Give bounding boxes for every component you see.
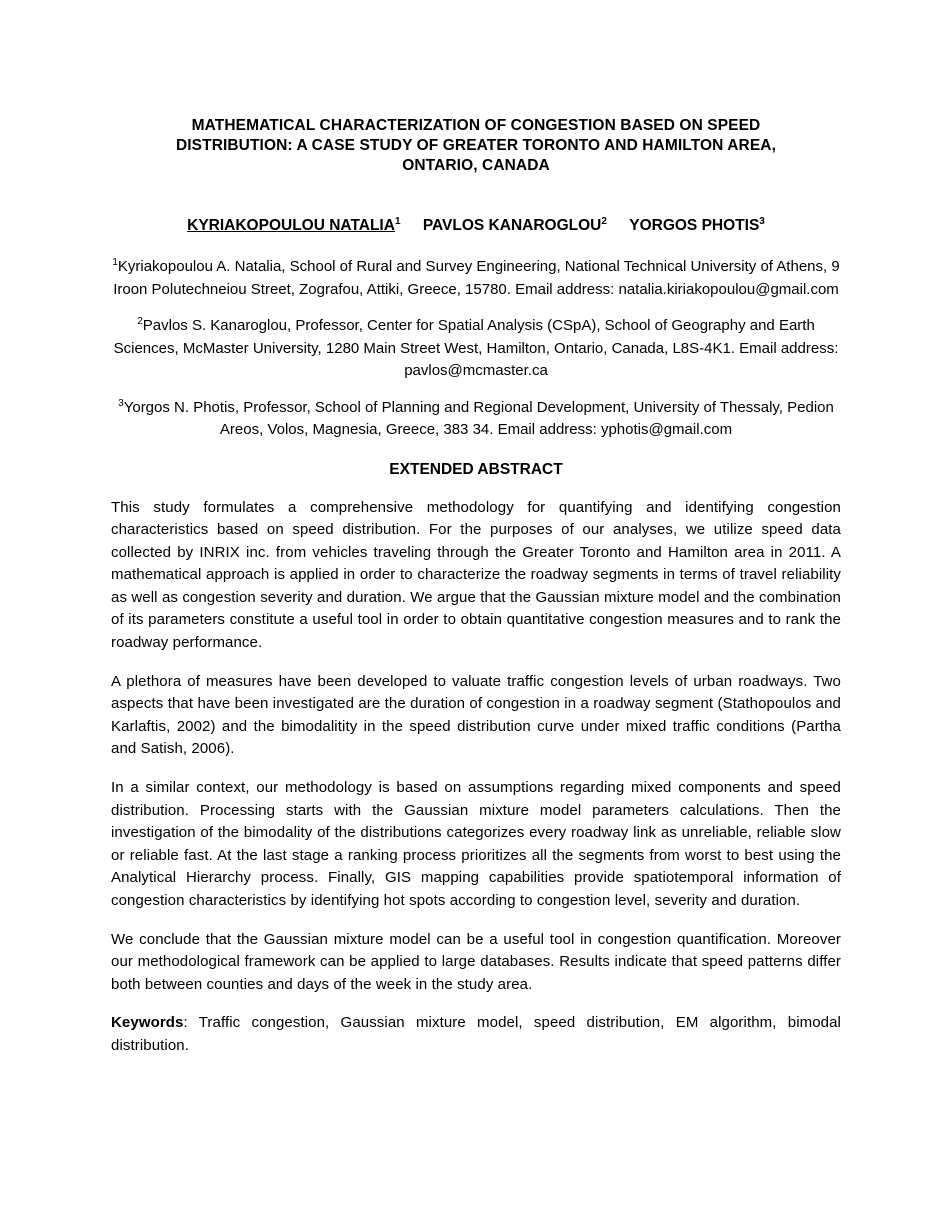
author-3-name: YORGOS PHOTIS — [629, 217, 760, 234]
abstract-paragraph-4: We conclude that the Gaussian mixture model can be a useful tool in congestion quantification. Moreover our methodological framework can be applied to large databases. Results indicate that speed patterns differ both between counties and days of the week in the study area. — [111, 930, 841, 993]
affiliation-3-superscript: 3 — [118, 397, 124, 409]
affiliation-2-text: Pavlos S. Kanaroglou, Professor, Center for Spatial Analysis (CSpA), School of Geography and Earth Sciences, McMaster University, 1280 Main Street West, Hamilton, Ontario, Canada, L8S-4K1. Email address: pavlos@mcmaster.ca — [113, 317, 839, 379]
affiliation-1-text: Kyriakopoulou A. Natalia, School of Rural and Survey Engineering, National Technical University of Athens, 9 Iroon Polutechneiou Street, Zografou, Attiki, Greece, 15780. Email address: natalia.kiriakopoulou@gmail.com — [113, 258, 840, 298]
abstract-paragraph-2: A plethora of measures have been developed to valuate traffic congestion levels of urban roadways. Two aspects that have been investigated are the duration of congestion in a roadway segment (Stathopoulos and Karlaftis, 2002) and the bimodalitity in the speed distribution curve under mixed traffic conditions (Partha and Satish, 2006). — [111, 672, 841, 758]
authors-line — [111, 216, 841, 236]
author-1-name: KYRIAKOPOULOU NATALIA — [187, 217, 395, 234]
affiliation-1 — [111, 256, 841, 301]
keywords-text: : Traffic congestion, Gaussian mixture model, speed distribution, EM algorithm, bimodal distribution. — [111, 1014, 841, 1054]
title-line-3: ONTARIO, CANADA — [402, 157, 550, 174]
content-column — [111, 116, 841, 1058]
author-2 — [423, 217, 607, 234]
title-line-1: MATHEMATICAL CHARACTERIZATION OF CONGESTION BASED ON SPEED — [191, 117, 761, 134]
section-heading-extended-abstract: EXTENDED ABSTRACT — [389, 460, 563, 478]
keywords-label: Keywords — [111, 1014, 184, 1032]
abstract-paragraph-1: This study formulates a comprehensive methodology for quantifying and identifying congestion characteristics based on speed distribution. For the purposes of our analyses, we utilize speed data collected by INRIX inc. from vehicles traveling through the Greater Toronto and Hamilton area in 2011. A mathematical approach is applied in order to characterize the roadway segments in terms of travel reliability as well as congestion severity and duration. We argue that the Gaussian mixture model and the combination of its parameters constitute a useful tool in order to obtain quantitative congestion measures and to rank the roadway performance. — [111, 498, 841, 652]
keywords-paragraph — [111, 1012, 841, 1057]
paper-title — [111, 116, 841, 176]
author-3 — [629, 217, 765, 234]
affiliation-2 — [111, 315, 841, 383]
affiliation-3-text: Yorgos N. Photis, Professor, School of Planning and Regional Development, University of Thessaly, Pedion Areos, Volos, Magnesia, Greece, 383 34. Email address: yphotis@gmail.com — [123, 398, 834, 438]
title-line-2: DISTRIBUTION: A CASE STUDY OF GREATER TORONTO AND HAMILTON AREA, — [175, 137, 776, 154]
affiliation-3 — [111, 397, 841, 442]
abstract-paragraph-3: In a similar context, our methodology is based on assumptions regarding mixed components and speed distribution. Processing starts with the Gaussian mixture model parameters calculations. Then the investigation of the bimodality of the distributions categorizes every roadway link as unreliable, reliable slow or reliable fast. At the last stage a ranking process prioritizes all the segments from worst to best using the Analytical Hierarchy process. Finally, GIS mapping capabilities provide spatiotemporal information of congestion characteristics by identifying hot spots according to congestion level, severity and duration. — [111, 779, 841, 909]
affiliation-2-superscript: 2 — [137, 316, 143, 327]
author-2-superscript: 2 — [601, 215, 607, 227]
author-3-superscript: 3 — [759, 215, 765, 227]
author-2-name: PAVLOS KANAROGLOU — [422, 217, 602, 234]
author-1 — [187, 217, 400, 234]
affiliation-1-superscript: 1 — [112, 257, 118, 268]
author-1-superscript: 1 — [394, 215, 401, 227]
